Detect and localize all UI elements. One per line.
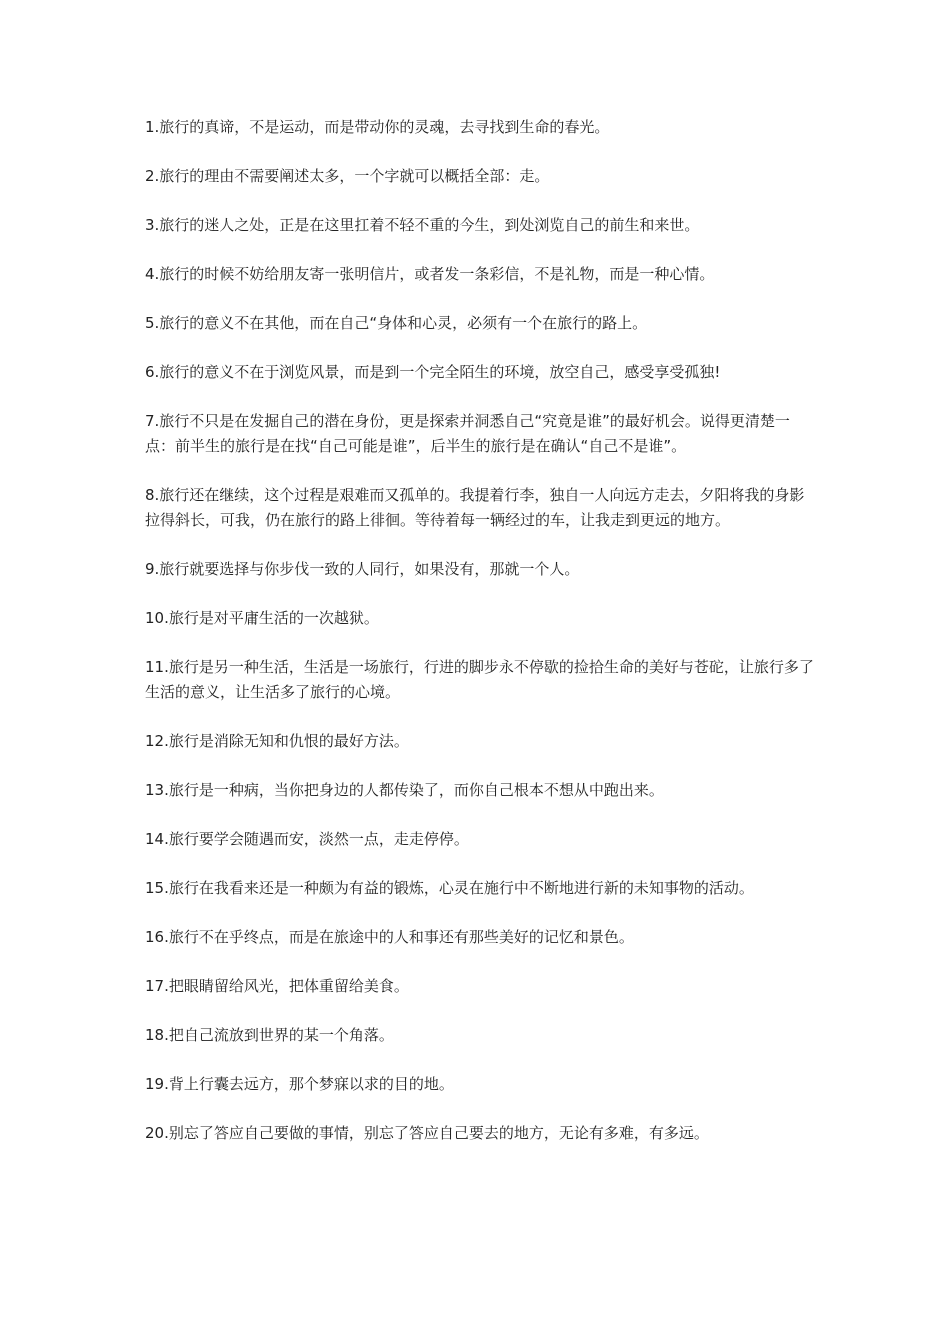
quote-5: 5.旅行的意义不在其他，而在自己“身体和心灵，必须有一个在旅行的路上。	[145, 314, 648, 332]
document-body	[145, 115, 815, 1170]
quote-8: 8.旅行还在继续，这个过程是艰难而又孤单的。我提着行李，独自一人向远方走去，夕阳将我的身影拉得斜长，可我，仍在旅行的路上徘徊。等待着每一辆经过的车，让我走到更远的地方。	[145, 486, 805, 529]
quote-14: 14.旅行要学会随遇而安，淡然一点，走走停停。	[145, 830, 469, 848]
quote-7: 7.旅行不只是在发掘自己的潜在身份，更是探索并洞悉自己“究竟是谁”的最好机会。说得更清楚一点：前半生的旅行是在找“自己可能是谁”，后半生的旅行是在确认“自己不是谁”。	[145, 412, 790, 455]
quote-9: 9.旅行就要选择与你步伐一致的人同行，如果没有，那就一个人。	[145, 560, 580, 578]
quote-12: 12.旅行是消除无知和仇恨的最好方法。	[145, 732, 409, 750]
quote-6: 6.旅行的意义不在于浏览风景，而是到一个完全陌生的环境，放空自己，感受享受孤独!	[145, 363, 721, 381]
quote-11: 11.旅行是另一种生活，生活是一场旅行，行进的脚步永不停歇的捡拾生命的美好与苍砣，让旅行多了生活的意义，让生活多了旅行的心境。	[145, 658, 814, 701]
quote-18: 18.把自己流放到世界的某一个角落。	[145, 1026, 394, 1044]
quote-16: 16.旅行不在乎终点，而是在旅途中的人和事还有那些美好的记忆和景色。	[145, 928, 634, 946]
quote-10: 10.旅行是对平庸生活的一次越狱。	[145, 609, 379, 627]
quote-19: 19.背上行囊去远方，那个梦寐以求的目的地。	[145, 1075, 454, 1093]
quote-4: 4.旅行的时候不妨给朋友寄一张明信片，或者发一条彩信，不是礼物，而是一种心情。	[145, 265, 715, 283]
quote-17: 17.把眼睛留给风光，把体重留给美食。	[145, 977, 409, 995]
quote-3: 3.旅行的迷人之处，正是在这里扛着不轻不重的今生，到处浏览自己的前生和来世。	[145, 216, 700, 234]
quote-2: 2.旅行的理由不需要阐述太多，一个字就可以概括全部：走。	[145, 167, 550, 185]
quote-1: 1.旅行的真谛，不是运动，而是带动你的灵魂，去寻找到生命的春光。	[145, 118, 610, 136]
quote-15: 15.旅行在我看来还是一种颇为有益的锻炼，心灵在施行中不断地进行新的未知事物的活动。	[145, 879, 754, 897]
quote-13: 13.旅行是一种病，当你把身边的人都传染了，而你自己根本不想从中跑出来。	[145, 781, 664, 799]
quote-20: 20.别忘了答应自己要做的事情，别忘了答应自己要去的地方，无论有多难，有多远。	[145, 1124, 709, 1142]
